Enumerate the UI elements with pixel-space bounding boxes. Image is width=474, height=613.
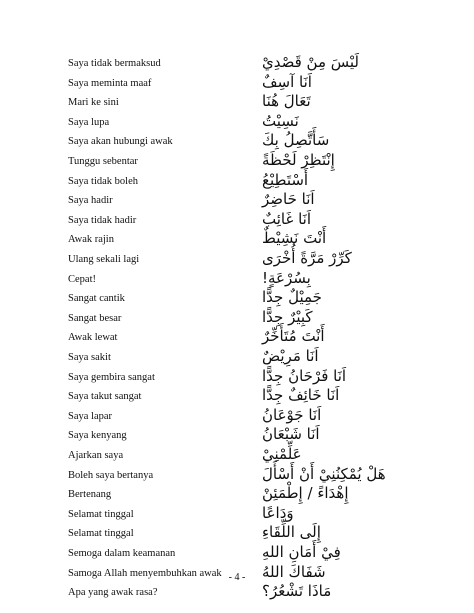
arabic-phrase: أَنْتَ مُتَأَخِّرٌ: [262, 327, 325, 346]
phrase-row: [0, 367, 474, 387]
phrase-row: [0, 347, 474, 367]
arabic-phrase: اَنَا شَبْعَانُ: [262, 425, 320, 444]
malay-phrase: Saya tidak hadir: [68, 214, 137, 226]
phrase-row: [0, 53, 474, 73]
arabic-phrase: فِيْ أَمَانِ اللهِ: [262, 543, 341, 561]
arabic-phrase: وَدَاعًا: [262, 503, 294, 522]
phrase-row: [0, 484, 474, 504]
malay-phrase: Saya lapar: [68, 410, 113, 422]
arabic-phrase: لَيْسَ مِنْ قَصْدِيْ: [262, 53, 360, 71]
arabic-phrase: اَنَا غَائِبٌ: [262, 209, 311, 228]
phrase-row: [0, 171, 474, 191]
arabic-phrase: اَنَا مَرِيْضٌ: [262, 347, 319, 365]
malay-phrase: Saya takut sangat: [68, 391, 142, 403]
arabic-phrase: إِلَى اللِّقَاءِ: [262, 523, 321, 542]
malay-phrase: Saya tidak bermaksud: [68, 58, 161, 69]
phrase-row: [0, 269, 474, 289]
arabic-phrase: هَلْ يُمْكِنُنِيْ أَنْ أَسْأَلَ: [262, 464, 386, 483]
arabic-phrase: إِنْتَظِرْ لَحْظَةً: [262, 151, 335, 169]
phrase-row: [0, 445, 474, 465]
malay-phrase: Cepat!: [68, 273, 96, 285]
malay-phrase: Sangat besar: [68, 312, 122, 324]
malay-phrase: Sangat cantik: [68, 293, 125, 305]
phrase-row: [0, 288, 474, 308]
malay-phrase: Samoga Allah menyembuhkan awak: [68, 567, 222, 579]
arabic-phrase: نَسِيْتُ: [262, 111, 299, 130]
malay-phrase: Boleh saya bertanya: [68, 469, 154, 481]
malay-phrase: Selamat tinggal: [68, 508, 134, 520]
arabic-phrase: كَبِيْرٌ جِدًّا: [262, 307, 313, 326]
phrase-row: [0, 425, 474, 445]
arabic-phrase: أَنْتَ نَشِيْطٌ: [262, 229, 327, 248]
arabic-phrase: أَسْتَطِيْعُ: [262, 170, 309, 189]
arabic-phrase: تَعَالَ هُنَا: [262, 92, 311, 111]
phrase-row: [0, 112, 474, 132]
arabic-phrase: سَأَتَّصِلُ بِكَ: [262, 131, 330, 150]
arabic-phrase: جَمِيْلٌ جِدًّا: [262, 288, 322, 307]
malay-phrase: Apa yang awak rasa?: [68, 587, 158, 599]
phrase-row: [0, 327, 474, 347]
arabic-phrase: مَاذَا تَشْعُرُ؟: [262, 582, 332, 601]
arabic-phrase: كَرِّرْ مَرَّةً أُخْرَى: [262, 249, 352, 267]
phrase-row: [0, 523, 474, 543]
phrase-row: [0, 73, 474, 93]
malay-phrase: Awak lewat: [68, 332, 118, 344]
phrase-row: [0, 582, 474, 602]
malay-phrase: Saya tidak boleh: [68, 175, 138, 187]
page-number: - 4 -: [228, 572, 246, 583]
malay-phrase: Ulang sekali lagi: [68, 254, 140, 265]
malay-phrase: Saya akan hubungi awak: [68, 136, 173, 148]
malay-phrase: Selamat tinggal: [68, 528, 134, 540]
phrase-row: [0, 92, 474, 112]
arabic-phrase: بِسُرْعَةٍ!: [262, 268, 311, 287]
phrase-row: [0, 308, 474, 328]
malay-phrase: Saya gembira sangat: [68, 371, 155, 383]
malay-phrase: Saya sakit: [68, 352, 111, 363]
arabic-phrase: اَنَا خَائِفٌ جِدًّا: [262, 386, 340, 405]
malay-phrase: Mari ke sini: [68, 97, 119, 109]
phrase-row: [0, 151, 474, 171]
arabic-phrase: عَلِّمْنِيْ: [262, 445, 302, 463]
malay-phrase: Saya kenyang: [68, 430, 127, 442]
malay-phrase: Ajarkan saya: [68, 450, 124, 461]
phrase-row: [0, 504, 474, 524]
phrase-row: [0, 249, 474, 269]
arabic-phrase: اَنَا حَاضِرٌ: [262, 190, 315, 209]
malay-phrase: Tunggu sebentar: [68, 156, 138, 167]
malay-phrase: Bertenang: [68, 489, 112, 501]
phrase-row: [0, 543, 474, 563]
malay-phrase: Saya meminta maaf: [68, 77, 152, 89]
phrase-row: [0, 563, 474, 583]
phrase-row: [0, 210, 474, 230]
phrase-row: [0, 386, 474, 406]
malay-phrase: Semoga dalam keamanan: [68, 548, 176, 559]
phrase-row: [0, 190, 474, 210]
arabic-phrase: إِهْدَاءً / إِطْمَئِنْ: [262, 484, 349, 503]
arabic-phrase: اَنَا فَرْحَانُ جِدًّا: [262, 366, 347, 385]
arabic-phrase: شَفَاكَ اللهُ: [262, 562, 326, 581]
phrase-row: [0, 229, 474, 249]
phrase-row: [0, 406, 474, 426]
arabic-phrase: اَنَا آسِفٌ: [262, 72, 312, 91]
phrase-row: [0, 465, 474, 485]
arabic-phrase: اَنَا جَوْعَانُ: [262, 405, 322, 424]
malay-phrase: Saya hadir: [68, 195, 113, 207]
malay-phrase: Awak rajin: [68, 234, 114, 246]
phrase-row: [0, 131, 474, 151]
malay-phrase: Saya lupa: [68, 116, 110, 128]
